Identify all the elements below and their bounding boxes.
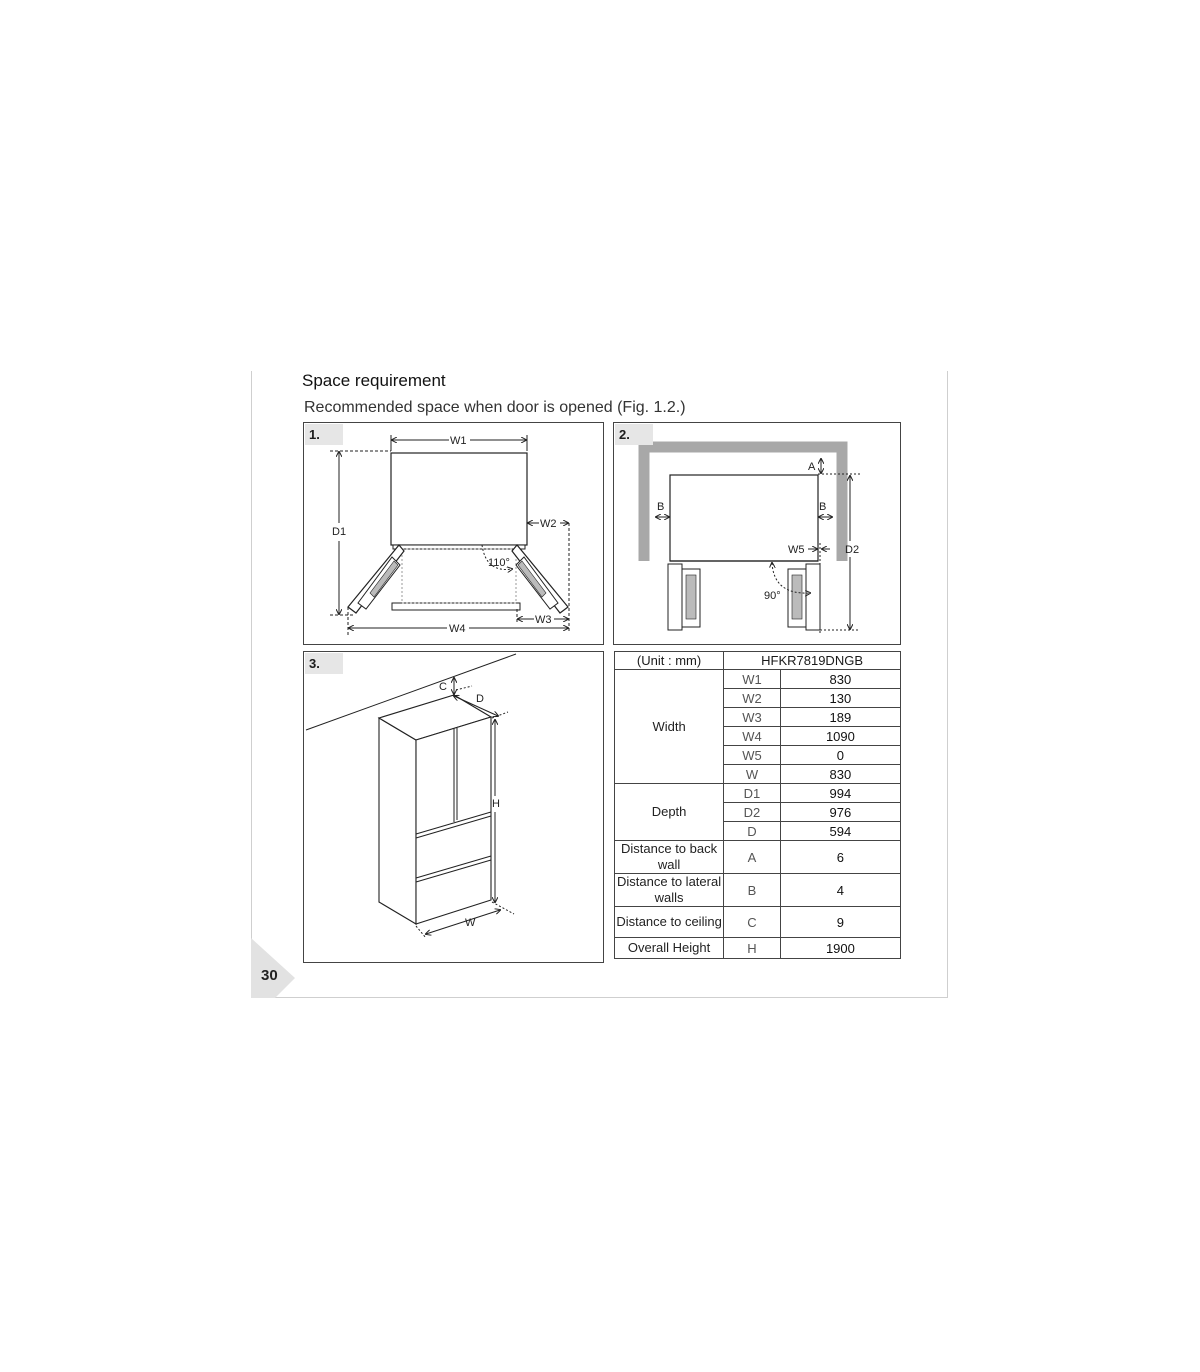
table-header-row (615, 652, 901, 670)
value-cell: 6 (780, 841, 900, 874)
code-cell: D (724, 822, 781, 841)
figure-3-perspective-view (303, 651, 604, 963)
figure-3-label: 3. (305, 653, 343, 674)
value-cell: 830 (780, 765, 900, 784)
code-cell: A (724, 841, 781, 874)
value-cell: 1090 (780, 727, 900, 746)
code-cell: D1 (724, 784, 781, 803)
width-category: Width (615, 670, 724, 784)
value-cell: 130 (780, 689, 900, 708)
depth-category: Depth (615, 784, 724, 841)
page-number: 30 (261, 967, 278, 984)
value-cell: 189 (780, 708, 900, 727)
b-right-label: B (819, 501, 827, 513)
figure-1-label: 1. (305, 424, 343, 445)
figure-2-wall-clearance (613, 422, 901, 645)
code-cell: H (724, 938, 781, 959)
table-row (615, 938, 901, 959)
code-cell: B (724, 874, 781, 907)
value-cell: 4 (780, 874, 900, 907)
figure-1-drawing (304, 423, 605, 646)
figure-1-top-view (303, 422, 604, 645)
unit-cell: (Unit : mm) (615, 652, 724, 670)
d1-label: D1 (332, 526, 347, 538)
angle-90-label: 90° (764, 590, 781, 602)
code-cell: C (724, 907, 781, 938)
a-label: A (808, 461, 816, 473)
w4-label: W4 (449, 623, 466, 635)
code-cell: W4 (724, 727, 781, 746)
value-cell: 594 (780, 822, 900, 841)
code-cell: W2 (724, 689, 781, 708)
angle-110-label: 110° (488, 557, 510, 569)
back-wall-category: Distance to back wall (615, 841, 724, 874)
table-row (615, 874, 901, 907)
b-left-label: B (657, 501, 665, 513)
value-cell: 830 (780, 670, 900, 689)
d-label: D (476, 693, 484, 705)
value-cell: 9 (780, 907, 900, 938)
ceiling-category: Distance to ceiling (615, 907, 724, 938)
figure-2-drawing (614, 423, 902, 646)
w1-label: W1 (450, 435, 467, 447)
w2-label: W2 (540, 518, 557, 530)
page-title: Space requirement (302, 371, 446, 390)
w-label: W (465, 917, 476, 929)
h-label: H (492, 798, 500, 810)
dimension-table (614, 651, 901, 959)
value-cell: 1900 (780, 938, 900, 959)
value-cell: 994 (780, 784, 900, 803)
table-row (615, 670, 901, 689)
code-cell: W (724, 765, 781, 784)
code-cell: D2 (724, 803, 781, 822)
lateral-walls-category: Distance to lateral walls (615, 874, 724, 907)
figure-2-label: 2. (615, 424, 653, 445)
model-cell: HFKR7819DNGB (724, 652, 901, 670)
table-row (615, 841, 901, 874)
figure-3-drawing (304, 652, 605, 964)
code-cell: W5 (724, 746, 781, 765)
overall-height-category: Overall Height (615, 938, 724, 959)
d2-label: D2 (845, 544, 860, 556)
value-cell: 0 (780, 746, 900, 765)
value-cell: 976 (780, 803, 900, 822)
page-subtitle: Recommended space when door is opened (Fig. 1.2.) (304, 399, 686, 416)
w3-label: W3 (535, 614, 552, 626)
code-cell: W1 (724, 670, 781, 689)
code-cell: W3 (724, 708, 781, 727)
w5-label: W5 (788, 544, 805, 556)
table-row (615, 907, 901, 938)
table-row (615, 784, 901, 803)
c-label: C (439, 681, 447, 693)
